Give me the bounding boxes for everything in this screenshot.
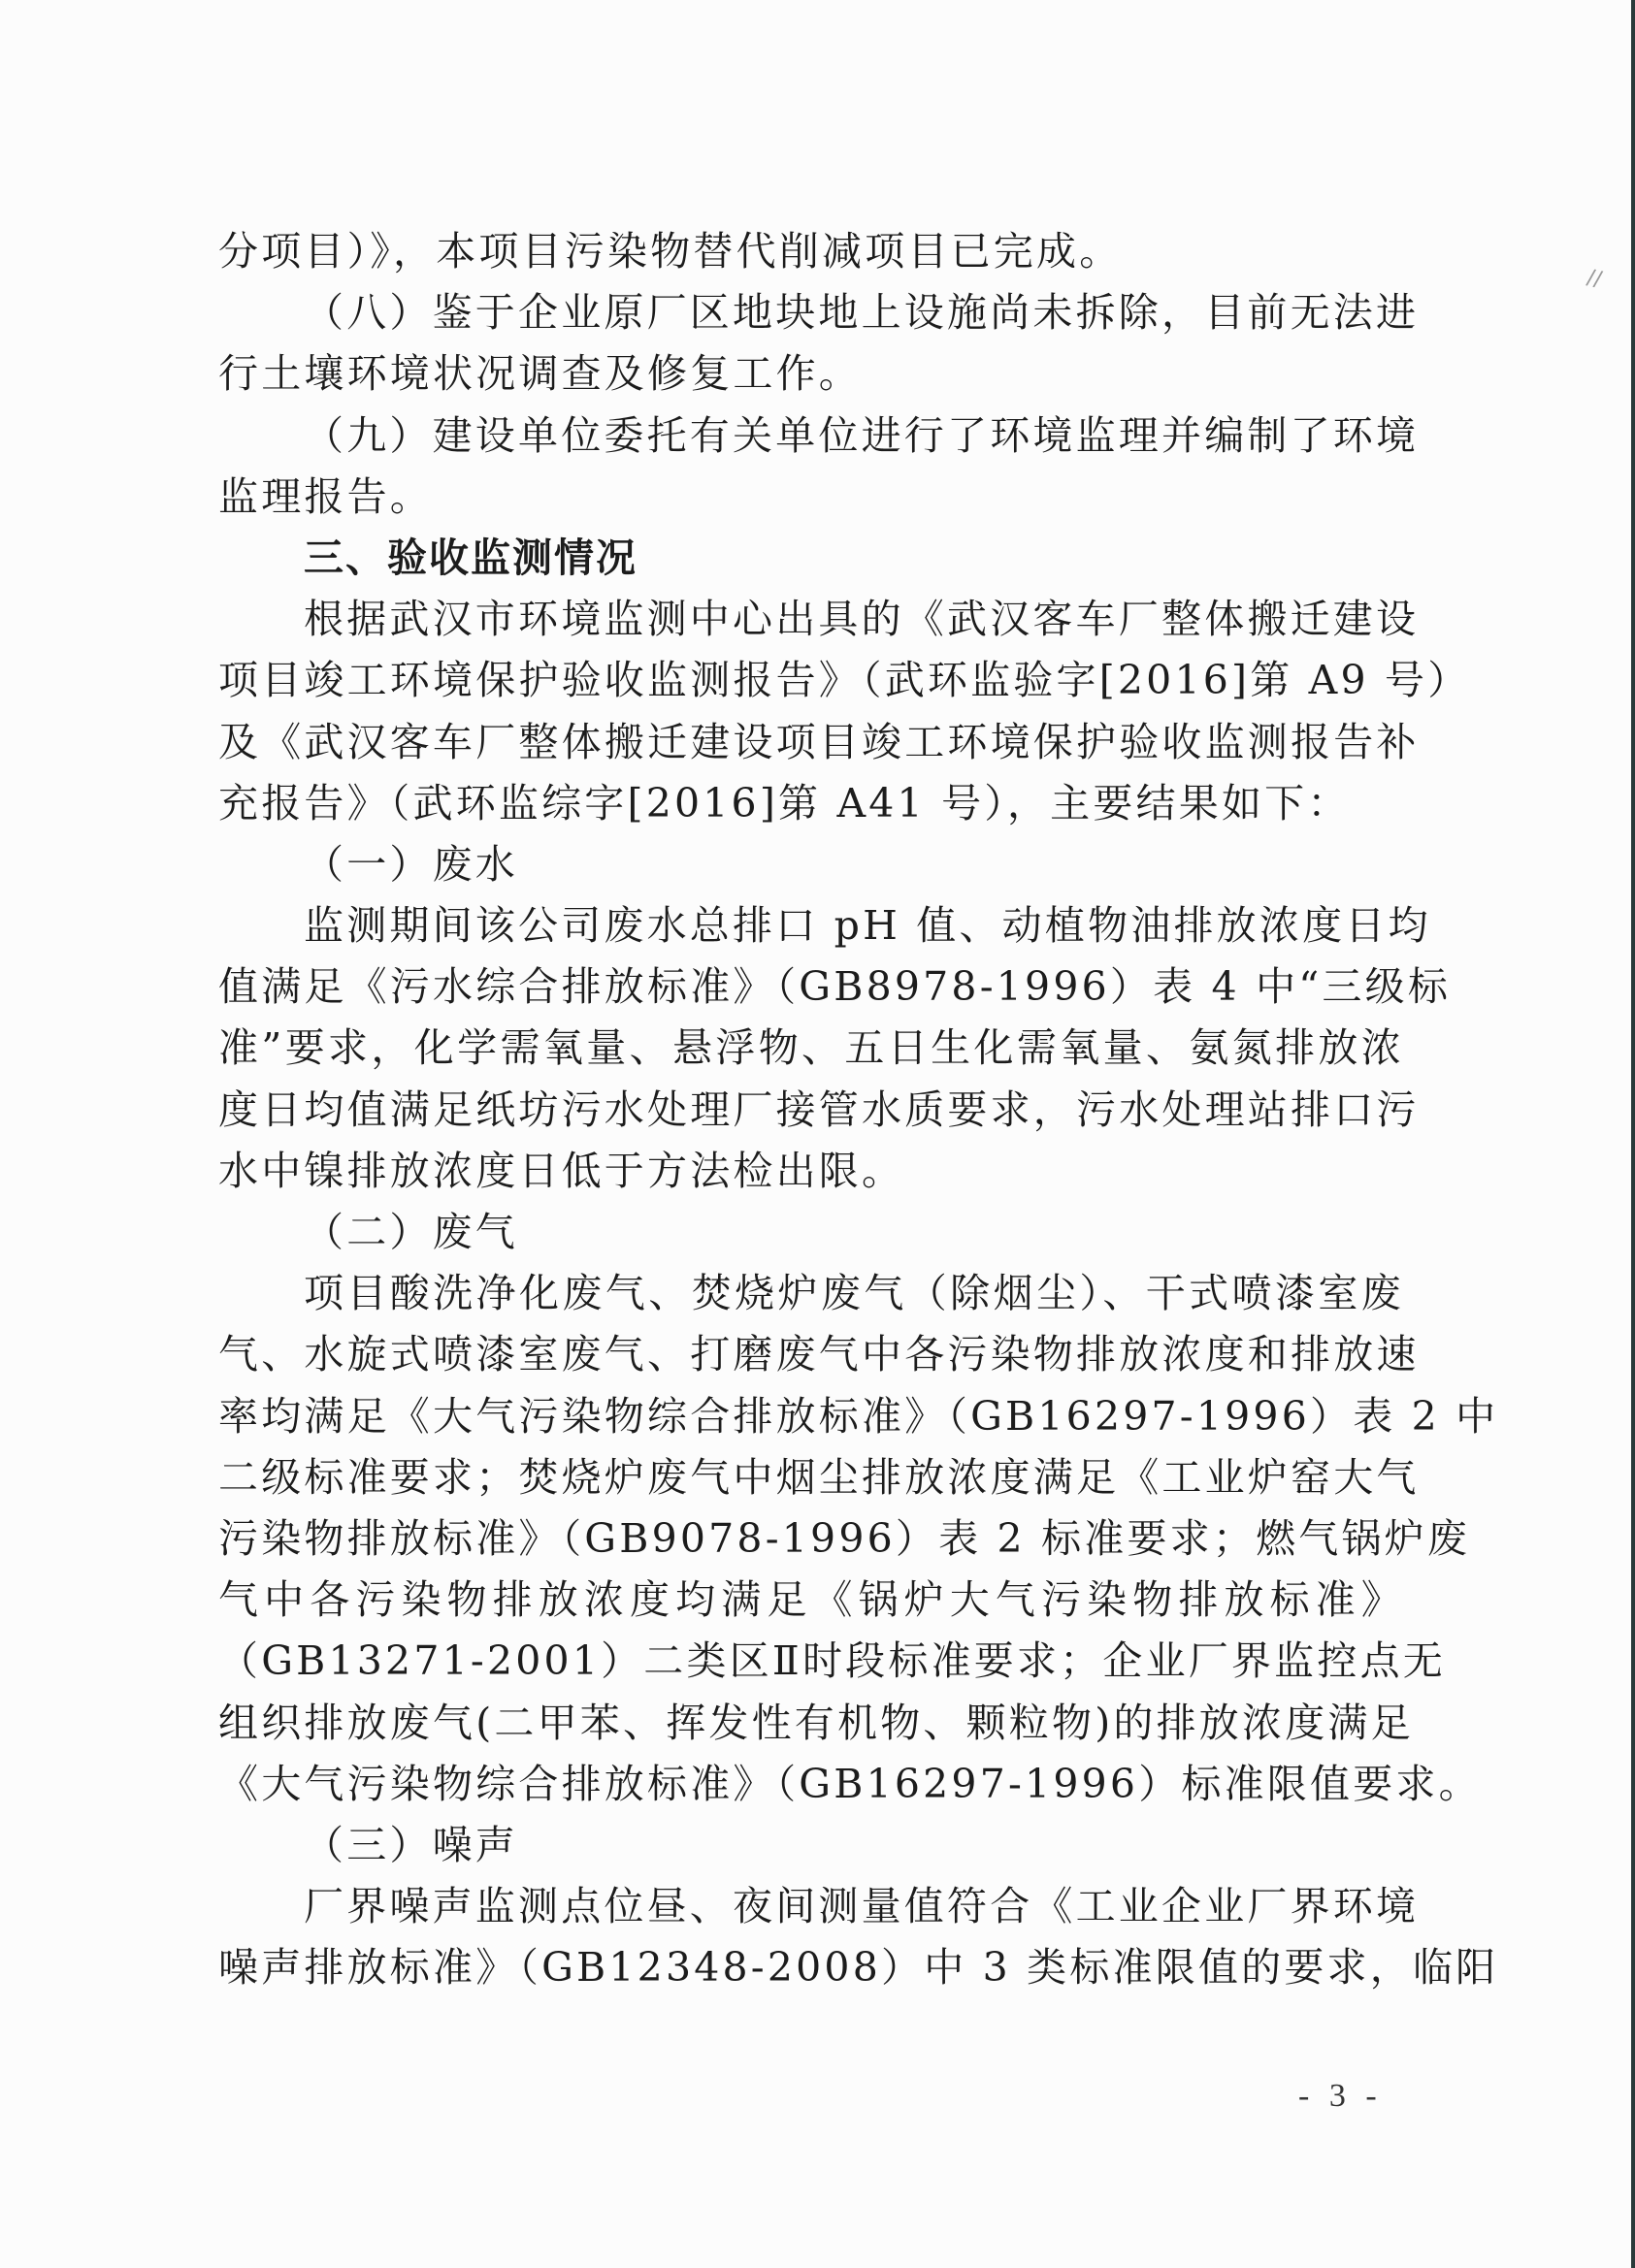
text-line: 分项目）》，本项目污染物替代削减项目已完成。: [218, 228, 1123, 275]
section-heading: 三、验收监测情况: [304, 534, 638, 581]
air-line-5: 污染物排放标准》（GB9078-1996）表 2 标准要求；燃气锅炉废: [218, 1514, 1471, 1562]
page-number: - 3 -: [1298, 2078, 1383, 2114]
intro-line-2: 项目竣工环境保护验收监测报告》（武环监验字[2016]第 A9 号）: [218, 657, 1471, 704]
air-line-2: 气、水旋式喷漆室废气、打磨废气中各污染物排放浓度和排放速: [218, 1331, 1420, 1378]
water-line-5: 水中镍排放浓度日低于方法检出限。: [218, 1147, 905, 1194]
water-line-4: 度日均值满足纸坊污水处理厂接管水质要求，污水处理站排口污: [218, 1085, 1420, 1133]
air-line-1: 项目酸洗净化废气、焚烧炉废气（除烟尘）、干式喷漆室废: [304, 1270, 1404, 1317]
air-line-6: 气中各污染物排放浓度均满足《锅炉大气污染物排放标准》: [218, 1576, 1404, 1624]
intro-line-3: 及《武汉客车厂整体搬迁建设项目竣工环境保护验收监测报告补: [218, 718, 1420, 765]
subheading-waste-gas: （二）废气: [304, 1209, 518, 1255]
scan-border: [1631, 0, 1635, 2268]
subheading-wastewater: （一）废水: [304, 840, 518, 888]
scan-smudge: //: [1585, 265, 1604, 293]
water-line-3: 准”要求，化学需氧量、悬浮物、五日生化需氧量、氨氮排放浓: [218, 1024, 1404, 1072]
intro-line-1: 根据武汉市环境监测中心出具的《武汉客车厂整体搬迁建设: [304, 596, 1420, 643]
water-line-1: 监测期间该公司废水总排口 pH 值、动植物油排放浓度日均: [304, 902, 1431, 950]
document-body: [218, 221, 1499, 1998]
item-8-line-1: （八）鉴于企业原厂区地块地上设施尚未拆除，目前无法进: [304, 289, 1420, 337]
item-9-line-2: 监理报告。: [218, 472, 433, 520]
water-line-2: 值满足《污水综合排放标准》（GB8978-1996）表 4 中“三级标: [218, 963, 1452, 1011]
subheading-noise: （三）噪声: [304, 1821, 518, 1868]
air-line-4: 二级标准要求；焚烧炉废气中烟尘排放浓度满足《工业炉窑大气: [218, 1453, 1420, 1501]
item-8-line-2: 行土壤环境状况调查及修复工作。: [218, 350, 862, 398]
noise-line-1: 厂界噪声监测点位昼、夜间测量值符合《工业企业厂界环境: [304, 1883, 1420, 1930]
air-line-7: （GB13271-2001）二类区Ⅱ时段标准要求；企业厂界监控点无: [218, 1637, 1446, 1685]
noise-line-2: 噪声排放标准》（GB12348-2008）中 3 类标准限值的要求，临阳: [218, 1944, 1499, 1992]
item-9-line-1: （九）建设单位委托有关单位进行了环境监理并编制了环境: [304, 411, 1420, 459]
air-line-3: 率均满足《大气污染物综合排放标准》（GB16297-1996）表 2 中: [218, 1392, 1499, 1440]
air-line-8: 组织排放废气(二甲苯、挥发性有机物、颗粒物)的排放浓度满足: [218, 1699, 1414, 1746]
air-line-9: 《大气污染物综合排放标准》（GB16297-1996）标准限值要求。: [218, 1760, 1482, 1807]
intro-line-4: 充报告》（武环监综字[2016]第 A41 号），主要结果如下：: [218, 779, 1351, 826]
